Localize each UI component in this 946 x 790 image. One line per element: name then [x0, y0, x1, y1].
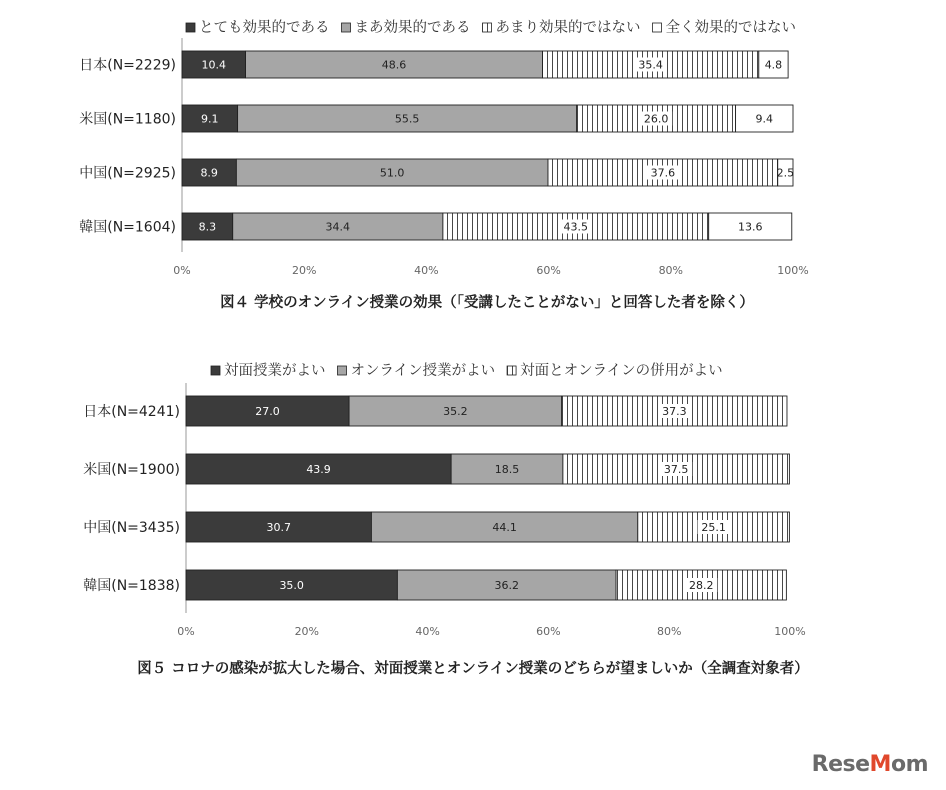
data-label-1-3: 9.4	[755, 112, 774, 126]
data-label-3-1: 34.4	[325, 220, 351, 234]
category-label-3: 韓国(N=1838)	[83, 578, 180, 594]
chart-caption-figure-5: 図５ コロナの感染が拡大した場合、対面授業とオンライン授業のどちらが望ましいか（全調査対象者）	[137, 661, 809, 677]
legend-label-2: 対面とオンラインの併用がよい	[520, 363, 723, 379]
legend-swatch-2	[483, 23, 492, 32]
data-label-0-2: 35.4	[638, 58, 663, 72]
x-tick-label-4: 80%	[656, 625, 682, 638]
x-tick-label-5: 100%	[774, 625, 806, 638]
data-label-3-2: 28.2	[688, 579, 714, 592]
category-label-2: 中国(N=2925)	[79, 165, 176, 182]
data-label-3-0: 35.0	[279, 579, 304, 592]
data-label-1-2: 37.5	[663, 463, 689, 476]
legend-item-2	[507, 362, 723, 379]
data-label-0-1: 35.2	[443, 405, 468, 418]
x-tick-label-0: 0%	[177, 625, 195, 638]
legend-swatch-0	[211, 366, 220, 375]
data-label-2-1: 44.1	[492, 521, 517, 534]
chart-figure-5	[0, 345, 946, 655]
x-tick-label-3: 60%	[536, 625, 561, 638]
x-tick-label-2: 40%	[414, 264, 439, 277]
legend-swatch-1	[342, 23, 351, 32]
data-label-1-1: 18.5	[494, 463, 520, 476]
legend-item-3	[653, 19, 797, 36]
legend-item-0	[211, 362, 326, 379]
legend-swatch-0	[186, 23, 195, 32]
data-label-3-0: 8.3	[198, 220, 217, 234]
data-label-2-2: 25.1	[701, 521, 726, 534]
legend-item-2	[483, 19, 641, 36]
category-label-2: 中国(N=3435)	[83, 520, 180, 536]
x-tick-label-0: 0%	[173, 264, 191, 277]
legend-swatch-1	[338, 366, 347, 375]
logo-text: ReseMom	[811, 752, 928, 777]
legend-item-0	[186, 19, 330, 36]
x-tick-label-1: 20%	[294, 625, 320, 638]
chart-caption-figure-4: 図４ 学校のオンライン授業の効果（「受講したことがない」と回答した者を除く）	[220, 295, 754, 311]
data-label-0-1: 48.6	[381, 58, 407, 72]
legend-swatch-2	[507, 366, 516, 375]
data-label-2-3: 2.5	[776, 166, 795, 180]
category-label-0: 日本(N=4241)	[83, 404, 180, 420]
category-label-1: 米国(N=1900)	[83, 462, 180, 478]
data-label-2-1: 51.0	[379, 166, 405, 180]
legend-label-1: まあ効果的である	[354, 20, 471, 36]
data-label-1-0: 9.1	[201, 112, 219, 126]
data-label-0-3: 4.8	[764, 58, 783, 72]
resemom-logo	[812, 754, 928, 776]
x-tick-label-5: 100%	[777, 264, 809, 277]
legend-label-0: とても効果的である	[199, 20, 330, 36]
data-label-1-2: 26.0	[643, 112, 669, 126]
data-label-2-2: 37.6	[650, 166, 676, 180]
legend-swatch-3	[653, 23, 662, 32]
chart-figure-4	[0, 0, 946, 290]
x-tick-label-2: 40%	[415, 625, 440, 638]
legend-label-0: 対面授業がよい	[224, 363, 326, 379]
data-label-3-2: 43.5	[563, 220, 589, 234]
data-label-0-0: 27.0	[255, 405, 280, 418]
legend-label-2: あまり効果的ではない	[495, 20, 641, 36]
x-tick-label-1: 20%	[291, 264, 317, 277]
legend-item-1	[342, 19, 471, 36]
data-label-1-1: 55.5	[394, 112, 420, 126]
data-label-2-0: 30.7	[266, 521, 291, 534]
category-label-1: 米国(N=1180)	[79, 111, 176, 128]
data-label-3-3: 13.6	[737, 220, 763, 234]
x-tick-label-3: 60%	[536, 264, 561, 277]
data-label-2-0: 8.9	[200, 166, 218, 180]
legend-item-1	[338, 362, 496, 379]
category-label-3: 韓国(N=1604)	[79, 219, 176, 236]
legend-label-3: 全く効果的ではない	[665, 20, 796, 36]
data-label-1-0: 43.9	[306, 463, 331, 476]
x-tick-label-4: 80%	[658, 264, 684, 277]
data-label-3-1: 36.2	[494, 579, 519, 592]
category-label-0: 日本(N=2229)	[79, 57, 176, 74]
data-label-0-2: 37.3	[662, 405, 687, 418]
legend-label-1: オンライン授業がよい	[350, 363, 496, 379]
data-label-0-0: 10.4	[201, 58, 227, 72]
